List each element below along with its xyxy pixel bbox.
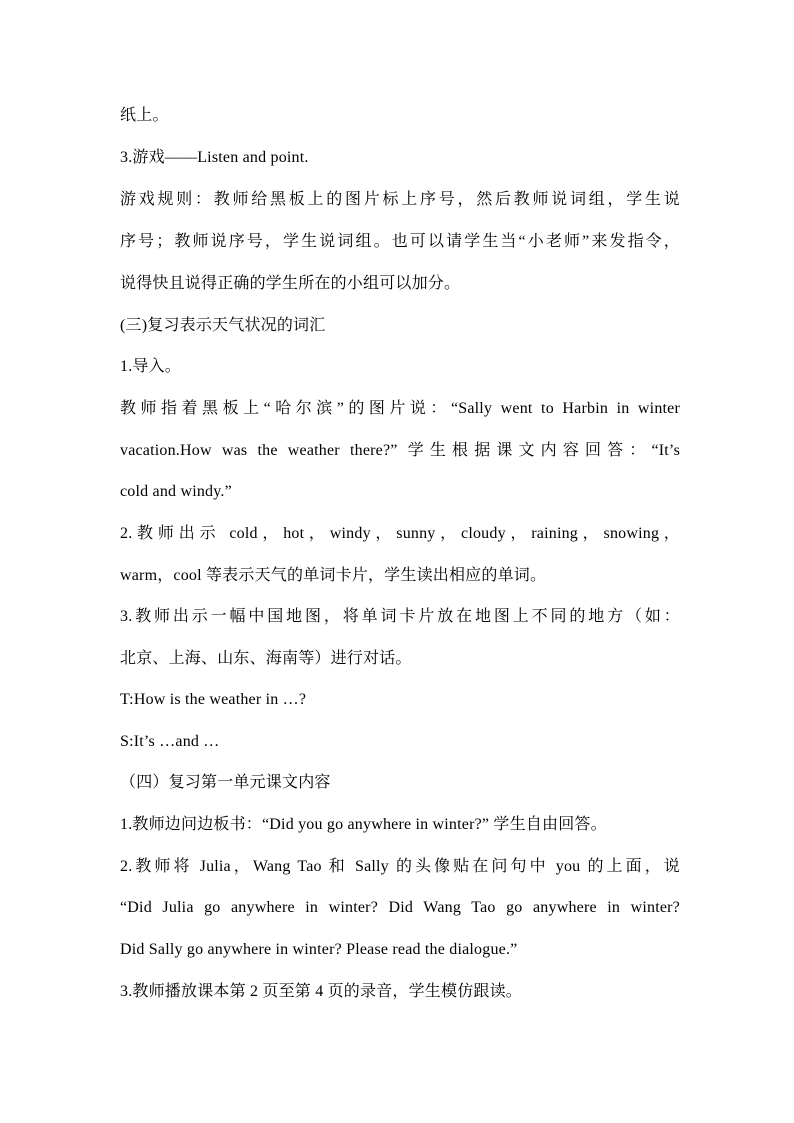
- text-line: 2.教师出示 cold，hot，windy，sunny，cloudy，raining，snowing，: [120, 525, 680, 542]
- text-line: warm，cool 等表示天气的单词卡片，学生读出相应的单词。: [120, 567, 547, 584]
- text-line: 说得快且说得正确的学生所在的小组可以加分。: [120, 275, 461, 292]
- text-line: 3.教师播放课本第 2 页至第 4 页的录音，学生模仿跟读。: [120, 983, 523, 1000]
- text-line: 教师指着黑板上“哈尔滨”的图片说：“Sally went to Harbin in winter: [120, 400, 680, 417]
- text-line: 3.教师出示一幅中国地图，将单词卡片放在地图上不同的地方（如：: [120, 608, 680, 625]
- text-line: T:How is the weather in …?: [120, 691, 307, 708]
- text-line: 纸上。: [120, 107, 169, 124]
- text-line: “Did Julia go anywhere in winter? Did Wang Tao go anywhere in winter?: [120, 899, 680, 916]
- section-heading: (三)复习表示天气状况的词汇: [120, 317, 326, 334]
- text-line: cold and windy.”: [120, 483, 232, 500]
- text-line: Did Sally go anywhere in winter? Please read the dialogue.”: [120, 941, 518, 958]
- text-line: vacation.How was the weather there?” 学生根据课文内容回答：“It’s: [120, 442, 680, 459]
- text-line: 2.教师将 Julia，Wang Tao 和 Sally 的头像贴在问句中 you 的上面，说: [120, 858, 680, 875]
- text-line: 3.游戏——Listen and point.: [120, 149, 309, 166]
- text-line: S:It’s …and …: [120, 733, 220, 750]
- text-line: 1.导入。: [120, 358, 182, 375]
- text-line: 北京、上海、山东、海南等）进行对话。: [120, 650, 412, 667]
- text-line: 序号；教师说序号，学生说词组。也可以请学生当“小老师”来发指令，: [120, 233, 680, 250]
- text-line: 1.教师边问边板书：“Did you go anywhere in winter?” 学生自由回答。: [120, 816, 607, 833]
- section-heading: （四）复习第一单元课文内容: [120, 774, 331, 791]
- text-line: 游戏规则：教师给黑板上的图片标上序号，然后教师说词组，学生说: [120, 191, 680, 208]
